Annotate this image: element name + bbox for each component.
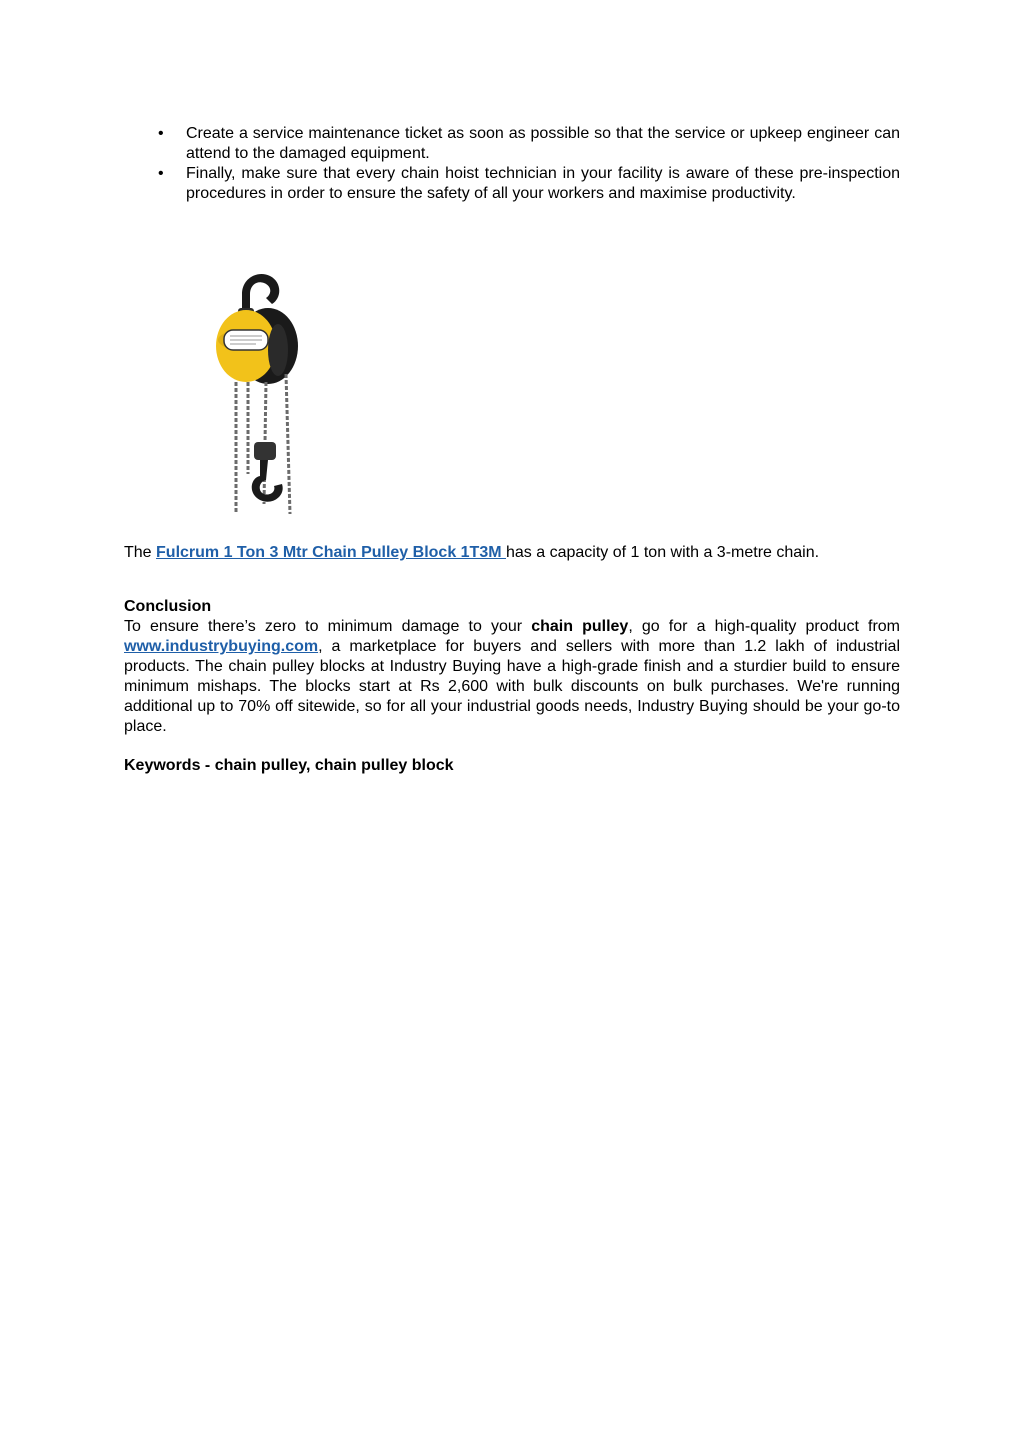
industrybuying-link[interactable]: www.industrybuying.com	[124, 638, 319, 655]
product-description	[124, 543, 900, 563]
bullet-icon: •	[158, 165, 164, 182]
conclusion-bold-term: chain pulley	[531, 618, 629, 635]
conclusion-text-3: , a marketplace for buyers and sellers with more than 1.2 lakh of industrial products. The chain pulley blocks at Industry Buying have a high-grade finish and a sturdier build to ensure minimum mishaps. The blocks start at Rs 2,600 with bulk discounts on bulk purchases. We're running additional up to 70% off sitewide, so for all your industrial goods needs, Industry Buying should be your go-to place.	[124, 638, 900, 735]
bullet-text: Finally, make sure that every chain hoist technician in your facility is aware of these pre-inspection procedures in order to ensure the safety of all your workers and maximise productivity.	[186, 165, 900, 202]
product-link[interactable]: Fulcrum 1 Ton 3 Mtr Chain Pulley Block 1T3M	[156, 544, 506, 561]
bullet-list	[124, 124, 900, 204]
chain-pulley-block-icon	[164, 264, 314, 519]
conclusion-paragraph	[124, 617, 900, 737]
conclusion-text-1: To ensure there’s zero to minimum damage to your	[124, 618, 532, 635]
document-page	[124, 124, 900, 774]
product-suffix: has a capacity of 1 ton with a 3-metre chain.	[506, 544, 820, 561]
bullet-text: Create a service maintenance ticket as soon as possible so that the service or upkeep engineer can attend to the damaged equipment.	[186, 125, 900, 162]
conclusion-text-2: , go for a high-quality product from	[628, 618, 900, 635]
keywords-line: Keywords - chain pulley, chain pulley block	[124, 757, 454, 774]
bullet-icon: •	[158, 125, 164, 142]
bullet-item	[124, 124, 900, 164]
chain-pulley-block-image	[164, 264, 314, 519]
bullet-item	[124, 164, 900, 204]
conclusion-heading: Conclusion	[124, 598, 212, 615]
product-prefix: The	[124, 544, 157, 561]
conclusion-section	[124, 597, 900, 737]
